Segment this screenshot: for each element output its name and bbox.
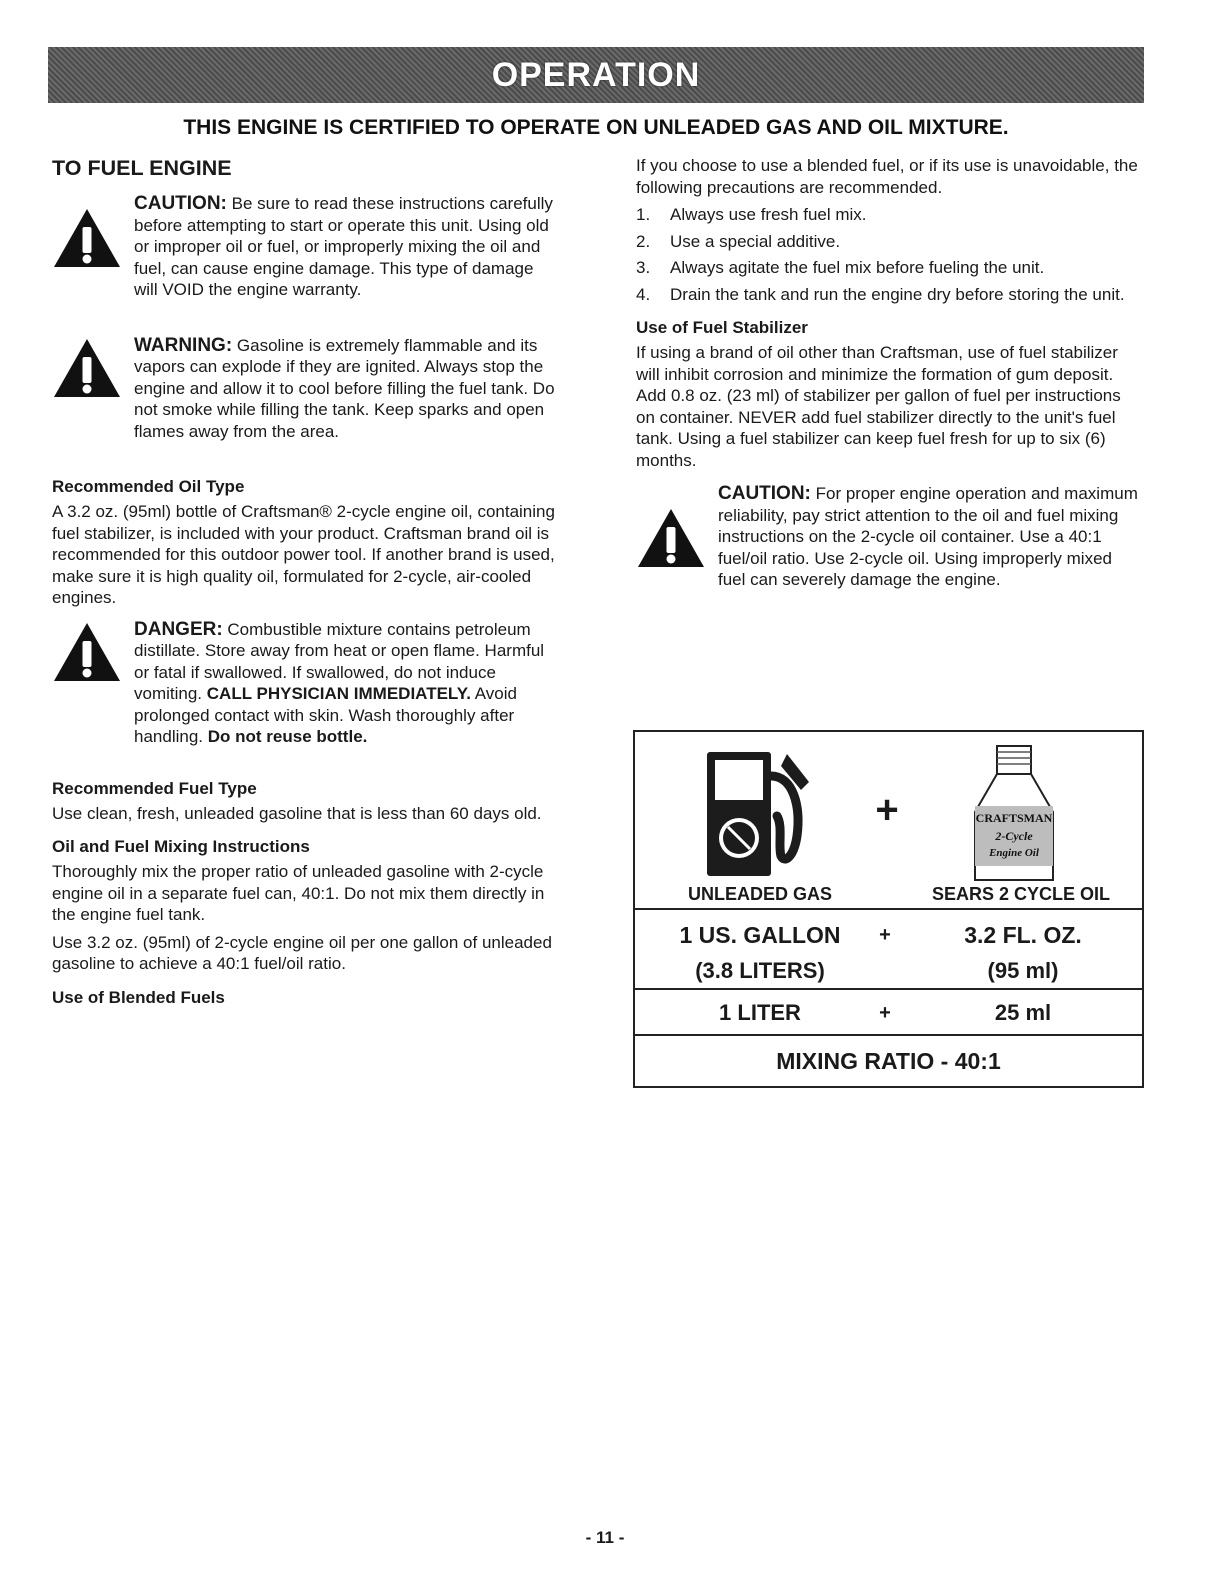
label-unleaded-gas: UNLEADED GAS [687, 884, 832, 904]
list-item: 2. Use a special additive. [636, 231, 841, 251]
caution-block-2 [636, 483, 1142, 591]
bottle-label-product: Engine Oil [989, 847, 1039, 859]
danger-label: DANGER: [134, 618, 223, 640]
page-number: - 11 - [585, 1528, 625, 1547]
plus-operator-2: + [879, 1002, 891, 1024]
warning-triangle-icon [636, 507, 706, 569]
liter-amount: 1 LITER [719, 1000, 801, 1025]
caution-label-2: CAUTION: [718, 483, 811, 504]
stabilizer-heading: Use of Fuel Stabilizer [636, 318, 808, 337]
liters-amount: (3.8 LITERS) [695, 958, 825, 983]
table-row [635, 988, 1142, 1036]
left-column [52, 155, 560, 1008]
bottle-label-type: 2-Cycle [995, 829, 1033, 843]
warning-triangle-icon [52, 337, 122, 399]
warning-label: WARNING: [134, 334, 233, 356]
stabilizer-text: If using a brand of oil other than Craftsman, use of fuel stabilizer will inhibit corrosion and minimize the formation of gum deposit. Add 0.8 oz. (23 ml) of stabilizer per gallon of fuel per instructions on container. NEVER add fuel stabilizer directly to the unit's fuel tank. Using a fuel stabilizer can keep fuel fresh for up to six (6) months. [636, 343, 1121, 470]
blended-heading: Use of Blended Fuels [52, 987, 225, 1007]
headline: THIS ENGINE IS CERTIFIED TO OPERATE ON UNLEADED GAS AND OIL MIXTURE. [183, 116, 1009, 139]
warning-triangle-icon [52, 621, 122, 683]
blended-intro: If you choose to use a blended fuel, or if its use is unavoidable, the following precautions are recommended. [636, 156, 1138, 197]
right-column [636, 155, 1142, 591]
oil-bottle-icon [969, 742, 1059, 884]
mixing-text-1: Thoroughly mix the proper ratio of unleaded gasoline with 2-cycle engine oil in a separate fuel can, 40:1. Do not mix them directly in the engine fuel tank. [52, 862, 545, 924]
mixing-table [633, 730, 1144, 1088]
fuel-type-heading: Recommended Fuel Type [52, 778, 257, 798]
oil-type-text: A 3.2 oz. (95ml) bottle of Craftsman® 2-cycle engine oil, containing fuel stabilizer, is included with your product. Craftsman brand oil is recommended for this outdoor power tool. If another brand is used, make sure it is high quality oil, formulated for 2-cycle, air-cooled engines. [52, 502, 555, 607]
warning-triangle-icon [52, 207, 122, 269]
section-title: TO FUEL ENGINE [52, 156, 232, 180]
oil-type-heading: Recommended Oil Type [52, 477, 245, 496]
plus-operator: + [879, 924, 891, 946]
label-sears-oil: SEARS 2 CYCLE OIL [931, 884, 1111, 904]
caution-label: CAUTION: [134, 193, 227, 214]
caution-block [52, 193, 560, 301]
list-item: 3. Always agitate the fuel mix before fueling the unit. [636, 258, 1045, 277]
warning-block [52, 335, 560, 443]
banner-title: OPERATION [491, 55, 701, 94]
mixing-ratio: MIXING RATIO - 40:1 [776, 1048, 1001, 1074]
mixing-heading: Oil and Fuel Mixing Instructions [52, 837, 310, 856]
caution-text-2: CAUTION: For proper engine operation and maximum reliability, pay strict attention to the oil and fuel mixing instructions on the 2-cycle oil container. Use a 40:1 fuel/oil ratio. Use 2-cycle oil. Using improperly mixed fuel can severely damage the engine. [718, 483, 1138, 589]
table-row [635, 1034, 1142, 1088]
gas-pump-icon [701, 746, 821, 886]
list-item: 4. Drain the tank and run the engine dry before storing the unit. [636, 284, 1125, 304]
floz-amount: 3.2 FL. OZ. [964, 922, 1082, 948]
list-item: 1. Always use fresh fuel mix. [636, 205, 867, 224]
danger-text: DANGER: Combustible mixture contains petroleum distillate. Store away from heat or open flame. Harmful or fatal if swallowed. If swallowed, do not induce vomiting. CALL PHYSICIAN IMMEDIATELY. Avoid prolonged contact with skin. Wash thoroughly after handling. Do not reuse bottle. [134, 618, 545, 746]
gallon-amount: 1 US. GALLON [679, 922, 841, 948]
warning-text: WARNING: Gasoline is extremely flammable and its vapors can explode if they are ignited. Always stop the engine and allow it to cool before filling the fuel tank. Do not smoke while filling the tank. Keep sparks and open flames away from the area. [134, 334, 555, 441]
ml-amount-2: 25 ml [994, 1000, 1052, 1025]
table-row [635, 908, 1142, 990]
precaution-list [636, 204, 1142, 305]
danger-block [52, 619, 560, 748]
caution-text: CAUTION: Be sure to read these instructions carefully before attempting to start or operate this unit. Using old or improper oil or fuel, or improperly mixing the oil and fuel, can cause engine damage. This type of damage will VOID the engine warranty. [134, 193, 553, 299]
bottle-label-brand: CRAFTSMAN [975, 811, 1053, 825]
plus-sign: + [875, 788, 899, 832]
ml-amount: (95 ml) [987, 958, 1059, 983]
mixing-text-2: Use 3.2 oz. (95ml) of 2-cycle engine oil per one gallon of unleaded gasoline to achieve a 40:1 fuel/oil ratio. [52, 932, 552, 973]
fuel-type-text: Use clean, fresh, unleaded gasoline that is less than 60 days old. [52, 803, 542, 823]
section-banner [48, 47, 1144, 103]
